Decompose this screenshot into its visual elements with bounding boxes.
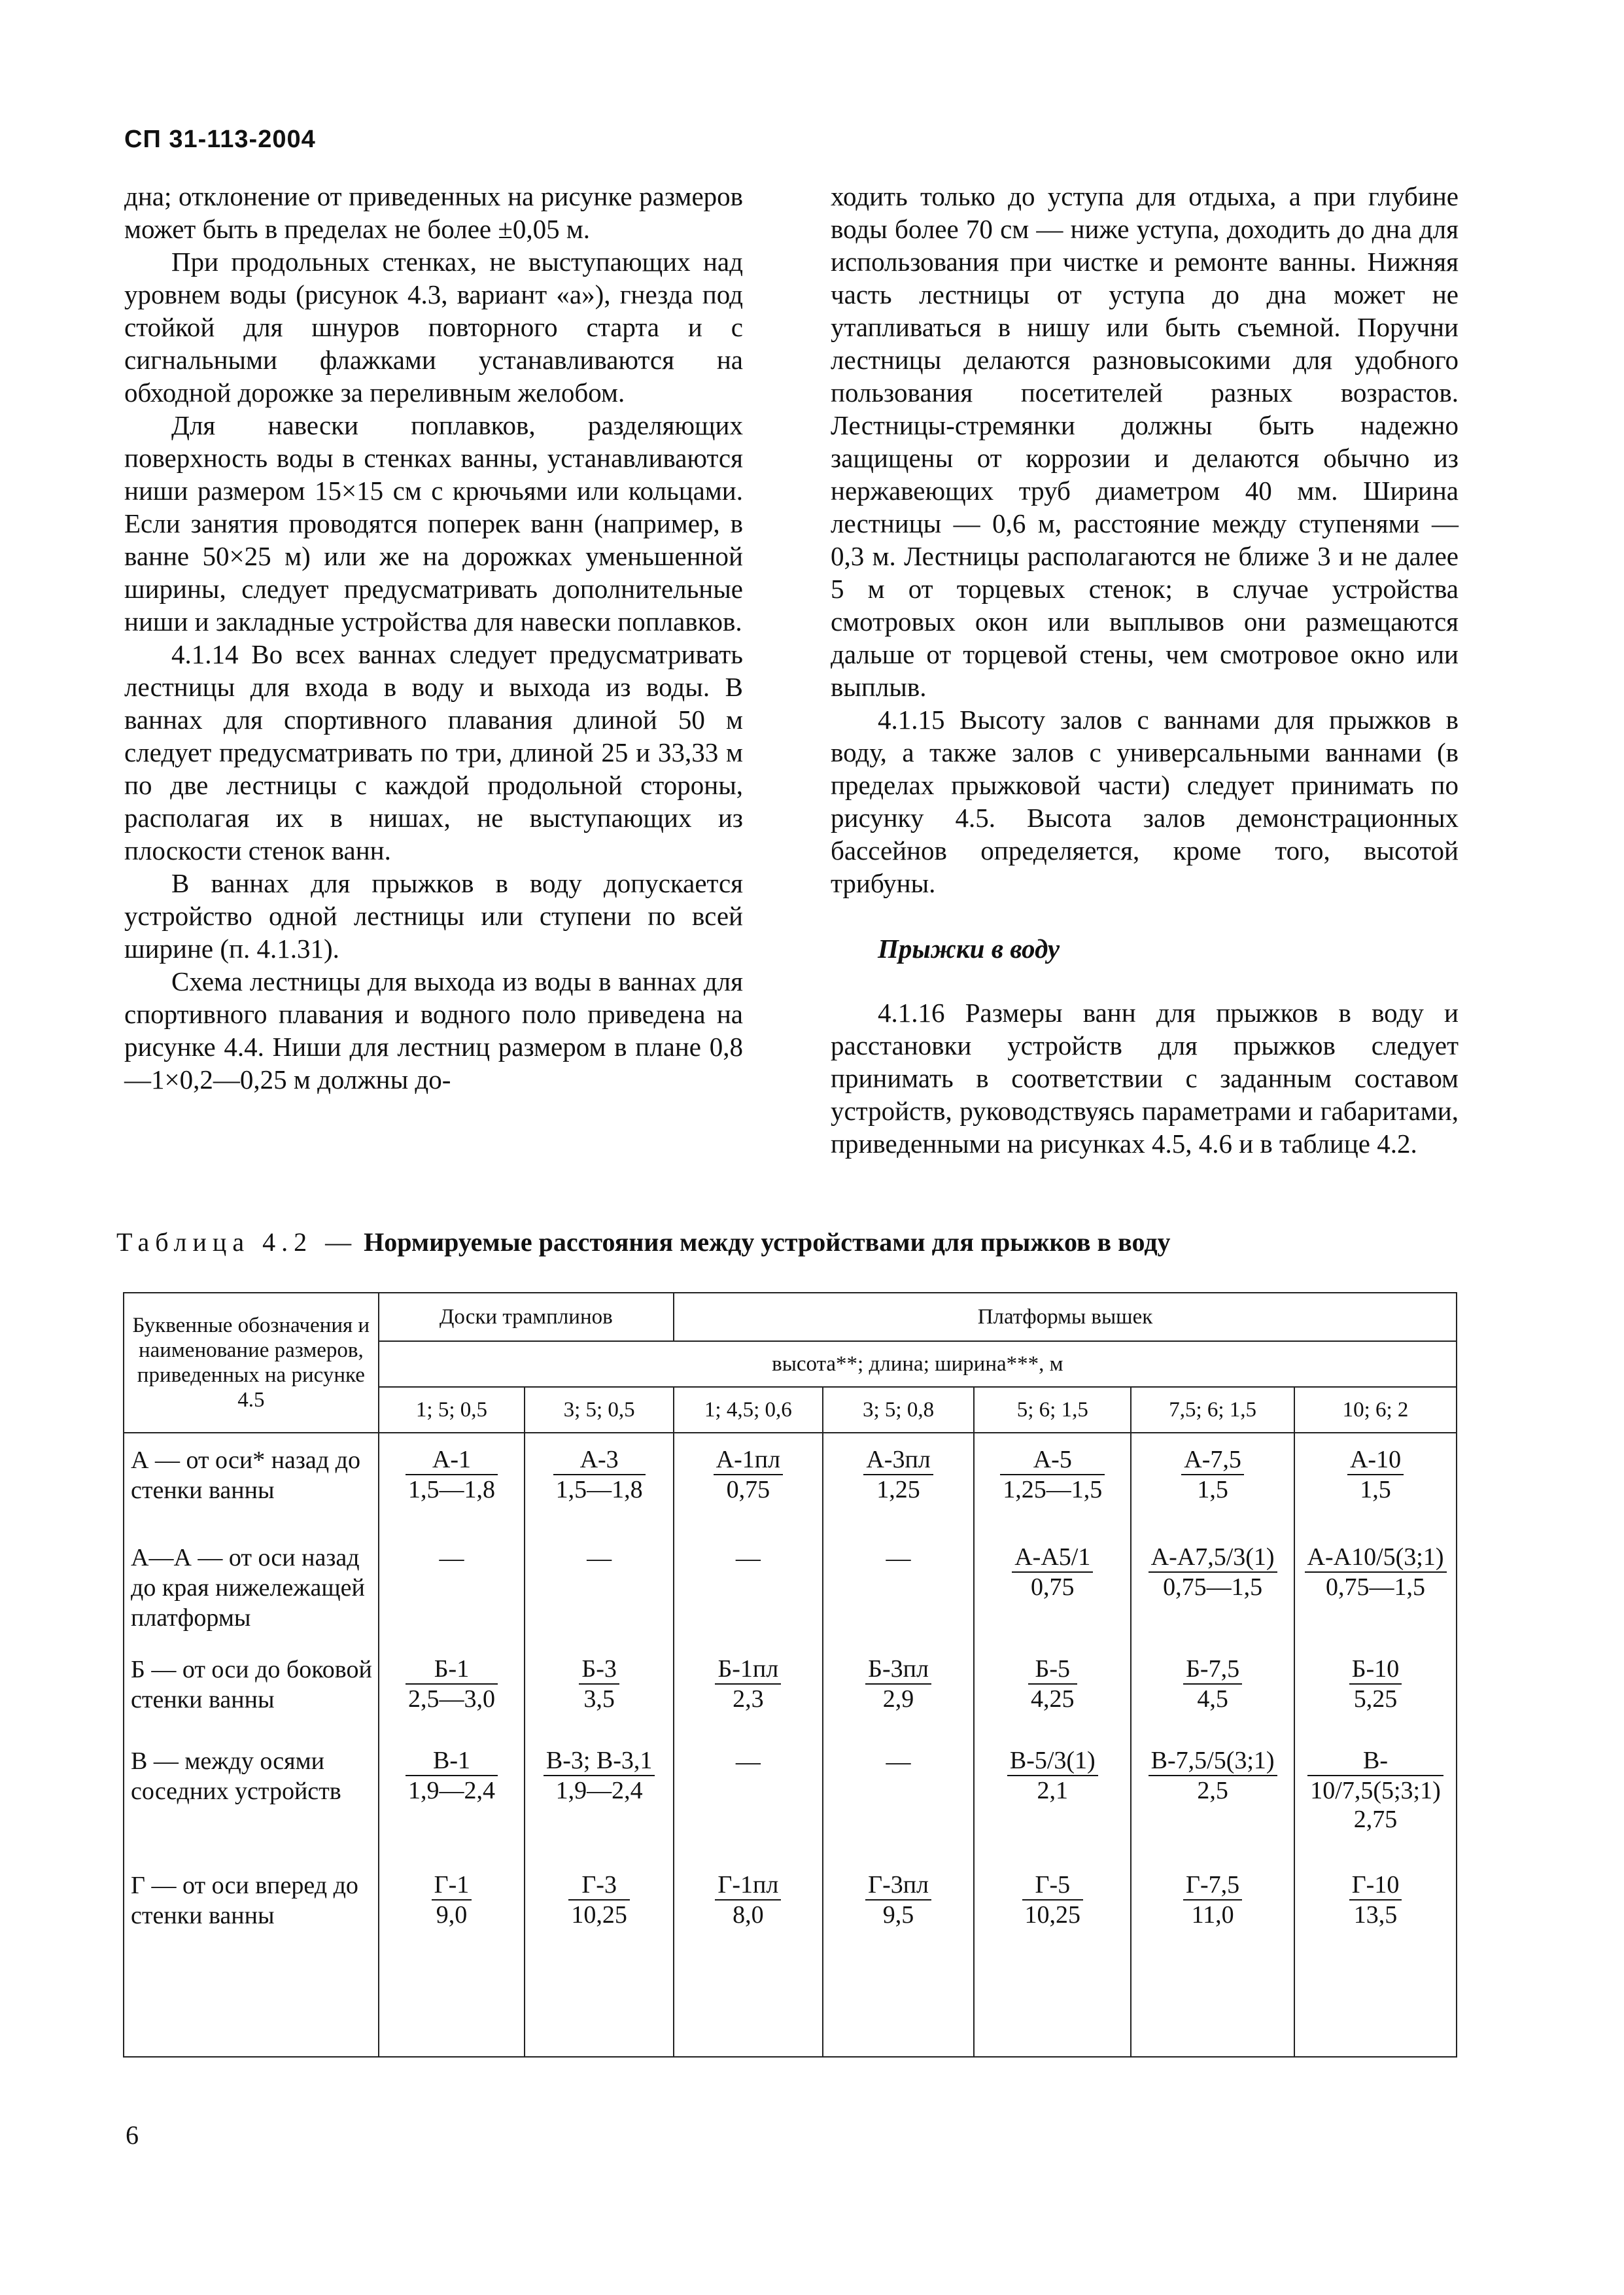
dimension-value: 9,0 (436, 1901, 468, 1929)
table-cell (525, 1859, 674, 2057)
table-cell (823, 1859, 975, 2057)
dimension-value: 2,9 (882, 1685, 914, 1713)
table-cell (525, 1433, 674, 1531)
table-cell (1294, 1734, 1457, 1859)
dimension-code: В-5/3(1) (1007, 1746, 1098, 1776)
fraction-value (553, 1445, 646, 1504)
paragraph: 4.1.16 Размеры ванн для прыжков в воду и расстановки устройств для прыжков следует принимать в соответствии с заданным составом устройств, руководствуясь параметрами и габаритами, приведенными на рисунках 4.5, 4.6 и в таблице 4.2. (831, 998, 1459, 1159)
fraction-value (1149, 1543, 1277, 1602)
fraction-value (1181, 1445, 1244, 1504)
fraction-value (432, 1870, 472, 1929)
fraction-value (1028, 1655, 1077, 1713)
dimension-code: Г-5 (1022, 1870, 1084, 1901)
fraction-value (406, 1746, 498, 1805)
dimension-code: А-5 (1000, 1445, 1105, 1475)
dimension-code: В-1 (406, 1746, 498, 1776)
table-cell (379, 1433, 525, 1531)
dimension-extra: 2,75 (1353, 1805, 1398, 1833)
paragraph: Схема лестницы для выхода из воды в ваннах для спортивного плавания и водного поло приведена на рисунке 4.4. Ниши для лестниц размером в плане 0,8—1×0,2—0,25 м должны до- (124, 966, 743, 1095)
table-row (124, 1643, 1457, 1734)
dimension-value: 13,5 (1353, 1901, 1398, 1929)
table-cell (379, 1531, 525, 1642)
table-cell (1131, 1859, 1294, 2057)
section-heading: Прыжки в воду (878, 934, 1060, 964)
dimension-code: Б-3пл (865, 1655, 931, 1685)
table-cell (674, 1734, 823, 1859)
dimension-code: А-А10/5(3;1) (1305, 1543, 1447, 1573)
paragraph: дна; отклонение от приведенных на рисунке размеров может быть в пределах не более ±0,05 м. (124, 181, 743, 244)
empty-dash: — (439, 1545, 464, 1573)
table-cell (1131, 1734, 1294, 1859)
table-cell (823, 1734, 975, 1859)
table-cell (674, 1643, 823, 1734)
fraction-value (568, 1870, 630, 1929)
table-cell (823, 1433, 975, 1531)
dimension-code: Г-3 (568, 1870, 630, 1901)
dimension-code: Г-1 (432, 1870, 472, 1901)
empty-dash: — (735, 1747, 761, 1776)
dimension-value: 4,5 (1197, 1685, 1228, 1713)
page-number: 6 (126, 2120, 139, 2150)
fraction-value (1305, 1543, 1447, 1602)
table-cell (1294, 1433, 1457, 1531)
empty-dash: — (735, 1545, 761, 1573)
table-cell (525, 1643, 674, 1734)
dimension-code: Г-7,5 (1183, 1870, 1242, 1901)
table-row (124, 1531, 1457, 1642)
dimension-value: 1,5 (1197, 1476, 1228, 1503)
table-cell (1294, 1643, 1457, 1734)
left-column (124, 180, 743, 1096)
column-header: 1; 5; 0,5 (379, 1387, 525, 1433)
table-cell (674, 1433, 823, 1531)
dimension-value: 4,25 (1031, 1685, 1075, 1713)
dimension-code: Г-1пл (715, 1870, 781, 1901)
dimension-value: 9,5 (882, 1901, 914, 1929)
norms-table (123, 1292, 1457, 2058)
fraction-value (579, 1655, 619, 1713)
fraction-value (715, 1870, 781, 1929)
dimension-value: 1,5—1,8 (555, 1476, 643, 1503)
dimension-value: 1,9—2,4 (555, 1776, 643, 1804)
row-label: А — от оси* назад до стенки ванны (124, 1433, 379, 1531)
row-label: В — между осями соседних устройств (124, 1734, 379, 1859)
fraction-value (1347, 1445, 1404, 1504)
dimension-code: Г-10 (1349, 1870, 1402, 1901)
dimension-value: 5,25 (1353, 1685, 1398, 1713)
fraction-value (865, 1655, 931, 1713)
table-row (124, 1859, 1457, 2057)
dimension-code: Б-1 (406, 1655, 498, 1685)
right-column (831, 180, 1459, 1160)
dimension-code: Б-10 (1349, 1655, 1402, 1685)
dimension-code: В-3; В-3,1 (544, 1746, 655, 1776)
table-cell (525, 1531, 674, 1642)
table-cell (1294, 1531, 1457, 1642)
dimension-code: Б-5 (1028, 1655, 1077, 1685)
dimension-value: 1,5—1,8 (407, 1476, 495, 1503)
fraction-value (1022, 1870, 1084, 1929)
dimension-value: 10/7,5(5;3;1) (1310, 1776, 1441, 1804)
dimension-value: 1,25 (876, 1476, 920, 1503)
dimension-value: 2,3 (733, 1685, 764, 1713)
dimension-value: 1,9—2,4 (407, 1776, 495, 1804)
empty-dash: — (886, 1747, 911, 1776)
paragraph: 4.1.15 Высоту залов с ваннами для прыжков в воду, а также залов с универсальными ваннами (в пределах прыжковой части) следует принимать по рисунку 4.5. Высота залов демонстрационных бассейнов определяется, кроме того, высотой трибуны. (831, 705, 1459, 898)
dimension-code: А-1 (406, 1445, 498, 1475)
dimension-code: Б-1пл (715, 1655, 781, 1685)
paragraph: 4.1.14 Во всех ваннах следует предусматривать лестницы для входа в воду и выхода из воды. В ваннах для спортивного плавания длиной 50 м следует предусматривать по три, длиной 25 и 33,33 м по две лестницы с каждой продольной стороны, располагая их в нишах, не выступающих из плоскости стенок ванн. (124, 639, 743, 866)
table-cell (674, 1531, 823, 1642)
fraction-value (714, 1445, 783, 1504)
column-header: 5; 6; 1,5 (974, 1387, 1131, 1433)
column-header: 3; 5; 0,5 (525, 1387, 674, 1433)
paragraph: Для навески поплавков, разделяющих поверхность воды в стенках ванны, устанавливаются ниши размером 15×15 см с крючьями или кольцами. Если занятия проводятся поперек ванн (например, в ванне 50×25 м) или же на дорожках уменьшенной ширины, следует предусматривать дополнительные ниши и закладные устройства для навески поплавков. (124, 410, 743, 637)
column-header: 10; 6; 2 (1294, 1387, 1457, 1433)
dimension-code: Б-3 (579, 1655, 619, 1685)
fraction-value (1007, 1746, 1098, 1805)
fraction-value (715, 1655, 781, 1713)
fraction-value (1307, 1746, 1443, 1834)
fraction-value (1012, 1543, 1093, 1602)
empty-dash: — (886, 1545, 911, 1573)
row-label: Г — от оси вперед до стенки ванны (124, 1859, 379, 2057)
table-cell (974, 1433, 1131, 1531)
dimension-value: 10,25 (1024, 1901, 1081, 1929)
dimension-code: А-3пл (863, 1445, 933, 1475)
fraction-value (863, 1445, 933, 1504)
table-cell (525, 1734, 674, 1859)
right-column-top (831, 180, 1459, 900)
table-title: Нормируемые расстояния между устройствами для прыжков в воду (364, 1227, 1171, 1257)
row-label: А—А — от оси назад до края нижележащей платформы (124, 1531, 379, 1642)
table-caption (116, 1227, 1171, 1257)
fraction-value (1000, 1445, 1105, 1504)
table-label: Таблица 4.2 — (116, 1227, 358, 1257)
fraction-value (1183, 1655, 1242, 1713)
fraction-value (544, 1746, 655, 1805)
fraction-value (865, 1870, 931, 1929)
table-row (124, 1433, 1457, 1531)
dimension-value: 0,75—1,5 (1163, 1573, 1263, 1602)
table-cell (974, 1643, 1131, 1734)
table-cell (379, 1643, 525, 1734)
fraction-value (406, 1445, 498, 1504)
dimension-value: 8,0 (733, 1901, 764, 1929)
dimension-code: А-3 (553, 1445, 646, 1475)
group-header-springboards: Доски трамплинов (379, 1293, 674, 1341)
dimension-code: А-А7,5/3(1) (1149, 1543, 1277, 1573)
dimension-value: 3,5 (583, 1685, 615, 1713)
table-cell (379, 1734, 525, 1859)
paragraph: При продольных стенках, не выступающих над уровнем воды (рисунок 4.3, вариант «а»), гнезда под стойкой для шнуров повторного старта и с сигнальными флажками устанавливаются на обходной дорожке за переливным желобом. (124, 247, 743, 408)
table-cell (974, 1531, 1131, 1642)
row-label: Б — от оси до боковой стенки ванны (124, 1643, 379, 1734)
dimension-code: Г-3пл (865, 1870, 931, 1901)
dimension-code: А-1пл (714, 1445, 783, 1475)
paragraph: ходить только до уступа для отдыха, а при глубине воды более 70 см — ниже уступа, доходить до дна для использования при чистке и ремонте ванны. Нижняя часть лестницы от уступа до дна может не утапливаться в нишу или быть съемной. Поручни лестницы делаются разновысокими для удобного пользования посетителей разных возрастов. Лестницы-стремянки должны быть надежно защищены от коррозии и делаются обычно из нержавеющих труб диаметром 40 мм. Ширина лестницы — 0,6 м, расстояние между ступенями — 0,3 м. Лестницы располагаются не ближе 3 и не далее 5 м от торцевых стенок; в случае устройства смотровых окон или выплывов они размещаются дальше от торцевой стены, чем смотровое окно или выплыв. (831, 181, 1459, 702)
column-header: 1; 4,5; 0,6 (674, 1387, 823, 1433)
table-cell (674, 1859, 823, 2057)
dimension-code: Б-7,5 (1183, 1655, 1242, 1685)
dimension-value: 1,25—1,5 (1003, 1476, 1103, 1503)
fraction-value (1183, 1870, 1242, 1929)
dimension-value: 11,0 (1191, 1901, 1234, 1929)
fraction-value (1349, 1870, 1402, 1929)
table-cell (823, 1531, 975, 1642)
document-code: СП 31-113-2004 (124, 126, 316, 153)
right-column-bottom (831, 996, 1459, 1160)
subheader: высота**; длина; ширина***, м (379, 1341, 1457, 1387)
table-cell (1294, 1859, 1457, 2057)
table-cell (1131, 1433, 1294, 1531)
table-cell (823, 1643, 975, 1734)
fraction-value (406, 1655, 498, 1713)
dimension-value: 2,5—3,0 (407, 1685, 495, 1713)
table-cell (1131, 1531, 1294, 1642)
table-cell (1131, 1643, 1294, 1734)
fraction-value (1149, 1746, 1277, 1805)
table-cell (379, 1859, 525, 2057)
dimension-value: 0,75—1,5 (1326, 1573, 1426, 1602)
dimension-value: 0,75 (726, 1476, 770, 1503)
table-cell (974, 1734, 1131, 1859)
column-header: 3; 5; 0,8 (823, 1387, 975, 1433)
fraction-value (1349, 1655, 1402, 1713)
dimension-code: А-А5/1 (1012, 1543, 1093, 1573)
dimension-value: 10,25 (571, 1901, 627, 1929)
column-header: 7,5; 6; 1,5 (1131, 1387, 1294, 1433)
dimension-value: 1,5 (1360, 1476, 1391, 1503)
dimension-code: А-7,5 (1181, 1445, 1244, 1475)
table-cell (974, 1859, 1131, 2057)
group-header-platforms: Платформы вышек (674, 1293, 1457, 1341)
dimension-code: В- (1307, 1746, 1443, 1776)
corner-header: Буквенные обозначения и наименование размеров, приведенных на рисунке 4.5 (124, 1293, 379, 1433)
dimension-code: В-7,5/5(3;1) (1149, 1746, 1277, 1776)
empty-dash: — (587, 1545, 612, 1573)
dimension-value: 2,1 (1037, 1776, 1069, 1804)
table-row (124, 1734, 1457, 1859)
paragraph: В ваннах для прыжков в воду допускается устройство одной лестницы или ступени по всей ширине (п. 4.1.31). (124, 868, 743, 964)
dimension-value: 2,5 (1197, 1776, 1228, 1804)
dimension-value: 0,75 (1031, 1573, 1075, 1602)
dimension-code: А-10 (1347, 1445, 1404, 1475)
